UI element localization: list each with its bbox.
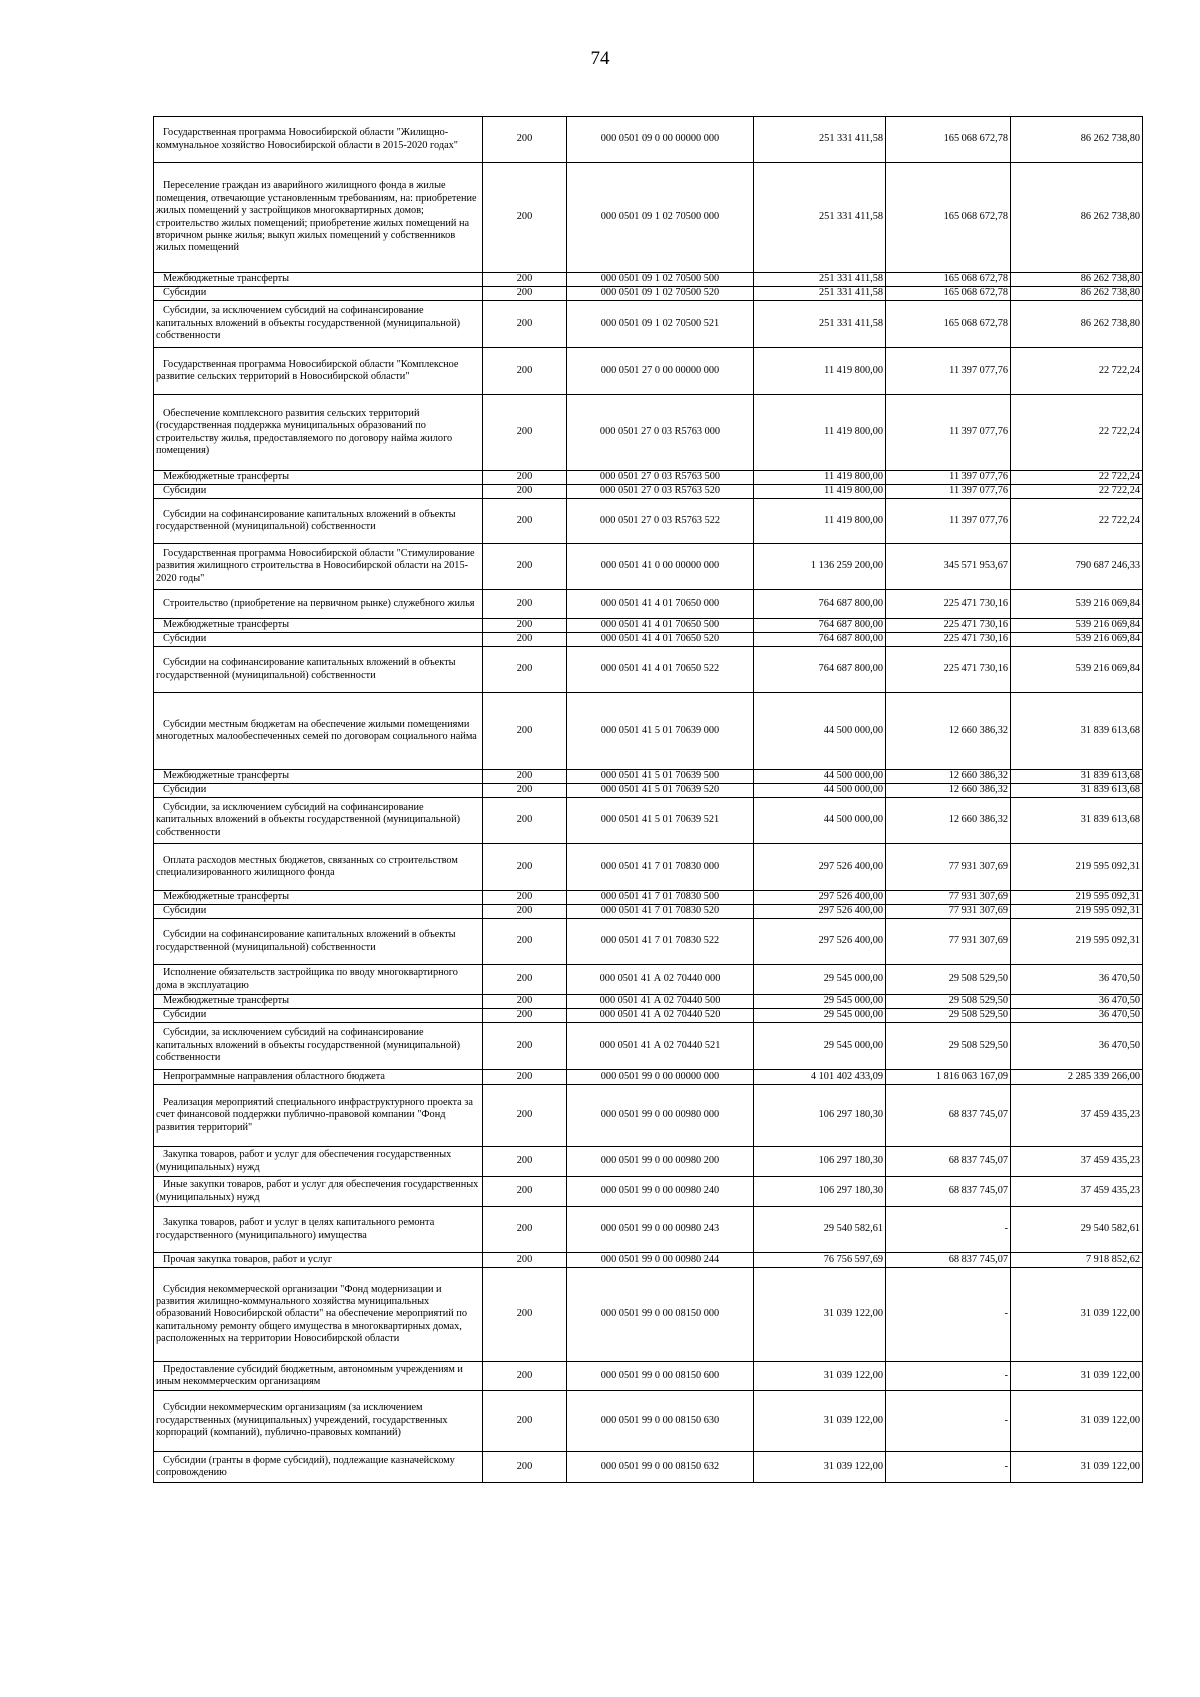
table-row [154,1253,1143,1268]
row-kvr: 200 [483,1268,567,1362]
row-description: Исполнение обязательств застройщика по вводу многоквартирного дома в эксплуатацию [154,965,483,995]
row-executed: 165 068 672,78 [886,301,1011,348]
row-executed: 165 068 672,78 [886,287,1011,301]
row-planned: 31 039 122,00 [754,1452,886,1483]
row-kvr: 200 [483,633,567,647]
table-row [154,117,1143,163]
row-kvr: 200 [483,965,567,995]
row-executed: - [886,1268,1011,1362]
row-code: 000 0501 09 0 00 00000 000 [567,117,754,163]
row-description: Реализация мероприятий специального инфраструктурного проекта за счет финансовой поддержки публично-правовой компании "Фонд развития территорий" [154,1085,483,1147]
row-remaining: 22 722,24 [1011,471,1143,485]
row-executed: 11 397 077,76 [886,485,1011,499]
row-planned: 11 419 800,00 [754,485,886,499]
row-code: 000 0501 99 0 00 00980 200 [567,1147,754,1177]
row-code: 000 0501 99 0 00 00980 243 [567,1207,754,1253]
row-code: 000 0501 99 0 00 08150 630 [567,1391,754,1452]
row-kvr: 200 [483,287,567,301]
row-code: 000 0501 41 4 01 70650 522 [567,647,754,693]
row-executed: - [886,1391,1011,1452]
row-remaining: 539 216 069,84 [1011,647,1143,693]
row-description: Переселение граждан из аварийного жилищного фонда в жилые помещения, отвечающие установленным требованиям, на: приобретение жилых помещений у застройщиков многоквартирных домов; строительство жилых помещений; приобретение жилых помещений на вторичном рынке жилья; выкуп жилых помещений у собственников жилых помещений [154,163,483,273]
row-planned: 44 500 000,00 [754,798,886,844]
row-kvr: 200 [483,348,567,395]
table-row [154,1362,1143,1391]
row-executed: - [886,1207,1011,1253]
row-description: Субсидии на софинансирование капитальных вложений в объекты государственной (муниципальной) собственности [154,499,483,544]
row-code: 000 0501 41 А 02 70440 000 [567,965,754,995]
row-code: 000 0501 09 1 02 70500 520 [567,287,754,301]
row-description: Прочая закупка товаров, работ и услуг [154,1253,483,1268]
row-remaining: 86 262 738,80 [1011,287,1143,301]
table-row [154,1147,1143,1177]
row-code: 000 0501 41 7 01 70830 000 [567,844,754,891]
page-number: 74 [590,48,610,69]
table-row [154,471,1143,485]
table-row [154,273,1143,287]
row-kvr: 200 [483,1023,567,1070]
table-row [154,619,1143,633]
row-planned: 1 136 259 200,00 [754,544,886,590]
row-kvr: 200 [483,844,567,891]
table-row [154,905,1143,919]
row-kvr: 200 [483,117,567,163]
row-remaining: 219 595 092,31 [1011,891,1143,905]
table-row [154,798,1143,844]
row-description: Межбюджетные трансферты [154,619,483,633]
row-remaining: 790 687 246,33 [1011,544,1143,590]
row-description: Иные закупки товаров, работ и услуг для обеспечения государственных (муниципальных) нужд [154,1177,483,1207]
row-kvr: 200 [483,619,567,633]
row-kvr: 200 [483,273,567,287]
row-planned: 31 039 122,00 [754,1362,886,1391]
row-executed: 225 471 730,16 [886,647,1011,693]
row-executed: 225 471 730,16 [886,633,1011,647]
table-row [154,891,1143,905]
row-code: 000 0501 27 0 03 R5763 522 [567,499,754,544]
row-kvr: 200 [483,544,567,590]
table-row [154,348,1143,395]
row-remaining: 86 262 738,80 [1011,301,1143,348]
row-kvr: 200 [483,163,567,273]
row-planned: 11 419 800,00 [754,499,886,544]
row-remaining: 31 039 122,00 [1011,1391,1143,1452]
table-row [154,287,1143,301]
row-executed: 11 397 077,76 [886,499,1011,544]
table-row [154,1268,1143,1362]
row-planned: 251 331 411,58 [754,163,886,273]
table-row [154,919,1143,965]
row-remaining: 22 722,24 [1011,348,1143,395]
row-executed: 12 660 386,32 [886,784,1011,798]
row-description: Межбюджетные трансферты [154,770,483,784]
row-description: Межбюджетные трансферты [154,995,483,1009]
row-description: Субсидии [154,905,483,919]
row-description: Субсидии (гранты в форме субсидий), подлежащие казначейскому сопровождению [154,1452,483,1483]
row-executed: 77 931 307,69 [886,905,1011,919]
row-kvr: 200 [483,1009,567,1023]
row-code: 000 0501 41 7 01 70830 522 [567,919,754,965]
row-remaining: 219 595 092,31 [1011,905,1143,919]
row-executed: 68 837 745,07 [886,1177,1011,1207]
row-executed: 29 508 529,50 [886,995,1011,1009]
row-remaining: 86 262 738,80 [1011,163,1143,273]
row-description: Обеспечение комплексного развития сельских территорий (государственная поддержка муниципальных образований по строительству жилья, предоставляемого по договору найма жилого помещения) [154,395,483,471]
table-row [154,965,1143,995]
row-planned: 251 331 411,58 [754,301,886,348]
table-row [154,1391,1143,1452]
table-row [154,485,1143,499]
row-code: 000 0501 99 0 00 08150 600 [567,1362,754,1391]
row-planned: 764 687 800,00 [754,590,886,619]
row-code: 000 0501 41 5 01 70639 000 [567,693,754,770]
row-planned: 106 297 180,30 [754,1085,886,1147]
row-description: Государственная программа Новосибирской области "Комплексное развитие сельских территорий в Новосибирской области" [154,348,483,395]
row-description: Закупка товаров, работ и услуг в целях капитального ремонта государственного (муниципального) имущества [154,1207,483,1253]
row-remaining: 539 216 069,84 [1011,590,1143,619]
row-code: 000 0501 41 5 01 70639 500 [567,770,754,784]
row-description: Межбюджетные трансферты [154,891,483,905]
row-description: Субсидии [154,287,483,301]
row-planned: 251 331 411,58 [754,273,886,287]
row-planned: 31 039 122,00 [754,1391,886,1452]
row-planned: 11 419 800,00 [754,471,886,485]
row-planned: 11 419 800,00 [754,348,886,395]
row-kvr: 200 [483,485,567,499]
row-description: Межбюджетные трансферты [154,273,483,287]
row-code: 000 0501 41 А 02 70440 521 [567,1023,754,1070]
row-executed: 12 660 386,32 [886,770,1011,784]
row-executed: 77 931 307,69 [886,844,1011,891]
row-kvr: 200 [483,499,567,544]
row-planned: 764 687 800,00 [754,633,886,647]
row-kvr: 200 [483,784,567,798]
row-remaining: 7 918 852,62 [1011,1253,1143,1268]
row-planned: 29 545 000,00 [754,1023,886,1070]
row-description: Субсидии, за исключением субсидий на софинансирование капитальных вложений в объекты государственной (муниципальной) собственности [154,301,483,348]
row-remaining: 31 039 122,00 [1011,1452,1143,1483]
row-kvr: 200 [483,1391,567,1452]
row-remaining: 36 470,50 [1011,1009,1143,1023]
row-executed: 29 508 529,50 [886,965,1011,995]
row-code: 000 0501 41 7 01 70830 520 [567,905,754,919]
row-kvr: 200 [483,1085,567,1147]
table-row [154,1085,1143,1147]
row-planned: 29 545 000,00 [754,995,886,1009]
table-row [154,499,1143,544]
row-kvr: 200 [483,1253,567,1268]
row-executed: 11 397 077,76 [886,348,1011,395]
row-description: Субсидии местным бюджетам на обеспечение жилыми помещениями многодетных малообеспеченных семей по договорам социального найма [154,693,483,770]
table-row [154,1023,1143,1070]
table-row [154,544,1143,590]
row-code: 000 0501 09 1 02 70500 521 [567,301,754,348]
table-row [154,163,1143,273]
row-kvr: 200 [483,1147,567,1177]
row-executed: 1 816 063 167,09 [886,1070,1011,1085]
row-remaining: 37 459 435,23 [1011,1147,1143,1177]
row-code: 000 0501 09 1 02 70500 500 [567,273,754,287]
row-planned: 297 526 400,00 [754,905,886,919]
row-remaining: 31 839 613,68 [1011,770,1143,784]
row-description: Непрограммные направления областного бюджета [154,1070,483,1085]
row-executed: 68 837 745,07 [886,1085,1011,1147]
row-planned: 44 500 000,00 [754,784,886,798]
row-planned: 297 526 400,00 [754,891,886,905]
row-description: Субсидии на софинансирование капитальных вложений в объекты государственной (муниципальной) собственности [154,647,483,693]
row-description: Субсидии [154,1009,483,1023]
row-code: 000 0501 41 А 02 70440 500 [567,995,754,1009]
row-executed: 68 837 745,07 [886,1147,1011,1177]
row-description: Субсидии на софинансирование капитальных вложений в объекты государственной (муниципальной) собственности [154,919,483,965]
row-planned: 106 297 180,30 [754,1147,886,1177]
row-planned: 29 540 582,61 [754,1207,886,1253]
row-code: 000 0501 41 А 02 70440 520 [567,1009,754,1023]
row-executed: - [886,1452,1011,1483]
row-planned: 44 500 000,00 [754,693,886,770]
row-kvr: 200 [483,1177,567,1207]
row-code: 000 0501 09 1 02 70500 000 [567,163,754,273]
table-row [154,844,1143,891]
table-row [154,590,1143,619]
row-kvr: 200 [483,395,567,471]
row-code: 000 0501 41 5 01 70639 521 [567,798,754,844]
row-description: Межбюджетные трансферты [154,471,483,485]
row-code: 000 0501 99 0 00 00980 000 [567,1085,754,1147]
table-row [154,1207,1143,1253]
row-planned: 764 687 800,00 [754,647,886,693]
row-description: Субсидии некоммерческим организациям (за исключением государственных (муниципальных) учреждений, государственных корпораций (компаний), публично-правовых компаний) [154,1391,483,1452]
row-description: Субсидии [154,784,483,798]
row-remaining: 539 216 069,84 [1011,633,1143,647]
row-planned: 29 545 000,00 [754,965,886,995]
row-executed: 225 471 730,16 [886,590,1011,619]
table-row [154,633,1143,647]
row-planned: 251 331 411,58 [754,287,886,301]
row-code: 000 0501 41 5 01 70639 520 [567,784,754,798]
row-planned: 76 756 597,69 [754,1253,886,1268]
row-executed: 345 571 953,67 [886,544,1011,590]
row-executed: 225 471 730,16 [886,619,1011,633]
table-row [154,1009,1143,1023]
table-row [154,784,1143,798]
row-code: 000 0501 99 0 00 00980 244 [567,1253,754,1268]
row-description: Субсидии [154,633,483,647]
row-remaining: 86 262 738,80 [1011,117,1143,163]
row-executed: 11 397 077,76 [886,471,1011,485]
row-remaining: 539 216 069,84 [1011,619,1143,633]
row-planned: 29 545 000,00 [754,1009,886,1023]
row-description: Предоставление субсидий бюджетным, автономным учреждениям и иным некоммерческим организациям [154,1362,483,1391]
row-planned: 4 101 402 433,09 [754,1070,886,1085]
row-code: 000 0501 99 0 00 08150 000 [567,1268,754,1362]
row-description: Оплата расходов местных бюджетов, связанных со строительством специализированного жилищного фонда [154,844,483,891]
row-planned: 251 331 411,58 [754,117,886,163]
row-remaining: 36 470,50 [1011,1023,1143,1070]
row-executed: 68 837 745,07 [886,1253,1011,1268]
table-row [154,693,1143,770]
row-remaining: 36 470,50 [1011,965,1143,995]
table-row [154,1177,1143,1207]
row-code: 000 0501 41 7 01 70830 500 [567,891,754,905]
row-description: Субсидии, за исключением субсидий на софинансирование капитальных вложений в объекты государственной (муниципальной) собственности [154,1023,483,1070]
row-executed: 165 068 672,78 [886,273,1011,287]
row-kvr: 200 [483,647,567,693]
row-code: 000 0501 99 0 00 08150 632 [567,1452,754,1483]
row-remaining: 86 262 738,80 [1011,273,1143,287]
row-description: Строительство (приобретение на первичном рынке) служебного жилья [154,590,483,619]
row-kvr: 200 [483,471,567,485]
row-remaining: 22 722,24 [1011,395,1143,471]
row-code: 000 0501 27 0 00 00000 000 [567,348,754,395]
table-row [154,995,1143,1009]
row-description: Субсидии, за исключением субсидий на софинансирование капитальных вложений в объекты государственной (муниципальной) собственности [154,798,483,844]
row-remaining: 31 839 613,68 [1011,693,1143,770]
row-executed: - [886,1362,1011,1391]
row-executed: 12 660 386,32 [886,798,1011,844]
table-row [154,301,1143,348]
row-kvr: 200 [483,1362,567,1391]
row-kvr: 200 [483,770,567,784]
row-remaining: 31 839 613,68 [1011,784,1143,798]
row-code: 000 0501 99 0 00 00980 240 [567,1177,754,1207]
row-remaining: 31 039 122,00 [1011,1268,1143,1362]
row-description: Субсидия некоммерческой организации "Фонд модернизации и развития жилищно-коммунального хозяйства муниципальных образований Новосибирской области" на обеспечение мероприятий по капитальному ремонту общего имущества в многоквартирных домах, расположенных на территории Новосибирской области [154,1268,483,1362]
table-body [154,117,1143,1483]
row-remaining: 219 595 092,31 [1011,919,1143,965]
row-remaining: 22 722,24 [1011,485,1143,499]
row-code: 000 0501 41 4 01 70650 000 [567,590,754,619]
row-planned: 106 297 180,30 [754,1177,886,1207]
row-kvr: 200 [483,1207,567,1253]
row-code: 000 0501 41 4 01 70650 500 [567,619,754,633]
row-remaining: 37 459 435,23 [1011,1177,1143,1207]
row-executed: 77 931 307,69 [886,919,1011,965]
row-remaining: 29 540 582,61 [1011,1207,1143,1253]
row-description: Государственная программа Новосибирской области "Стимулирование развития жилищного строительства в Новосибирской области на 2015-2020 годы" [154,544,483,590]
row-description: Государственная программа Новосибирской области "Жилищно-коммунальное хозяйство Новосибирской области в 2015-2020 годах" [154,117,483,163]
row-executed: 165 068 672,78 [886,163,1011,273]
row-remaining: 31 839 613,68 [1011,798,1143,844]
row-remaining: 37 459 435,23 [1011,1085,1143,1147]
row-planned: 31 039 122,00 [754,1268,886,1362]
row-executed: 12 660 386,32 [886,693,1011,770]
table-row [154,1452,1143,1483]
row-code: 000 0501 27 0 03 R5763 500 [567,471,754,485]
row-remaining: 36 470,50 [1011,995,1143,1009]
row-remaining: 2 285 339 266,00 [1011,1070,1143,1085]
row-kvr: 200 [483,1452,567,1483]
row-code: 000 0501 27 0 03 R5763 520 [567,485,754,499]
row-executed: 165 068 672,78 [886,117,1011,163]
row-kvr: 200 [483,693,567,770]
row-planned: 764 687 800,00 [754,619,886,633]
row-code: 000 0501 41 4 01 70650 520 [567,633,754,647]
row-planned: 297 526 400,00 [754,919,886,965]
budget-table [153,116,1143,1483]
row-kvr: 200 [483,1070,567,1085]
row-kvr: 200 [483,301,567,348]
row-kvr: 200 [483,590,567,619]
table-row [154,647,1143,693]
row-kvr: 200 [483,905,567,919]
row-code: 000 0501 99 0 00 00000 000 [567,1070,754,1085]
table-row [154,770,1143,784]
row-code: 000 0501 27 0 03 R5763 000 [567,395,754,471]
row-executed: 11 397 077,76 [886,395,1011,471]
row-remaining: 219 595 092,31 [1011,844,1143,891]
row-code: 000 0501 41 0 00 00000 000 [567,544,754,590]
row-description: Закупка товаров, работ и услуг для обеспечения государственных (муниципальных) нужд [154,1147,483,1177]
row-planned: 44 500 000,00 [754,770,886,784]
row-description: Субсидии [154,485,483,499]
row-kvr: 200 [483,919,567,965]
row-remaining: 22 722,24 [1011,499,1143,544]
row-kvr: 200 [483,891,567,905]
row-executed: 77 931 307,69 [886,891,1011,905]
row-remaining: 31 039 122,00 [1011,1362,1143,1391]
row-planned: 297 526 400,00 [754,844,886,891]
table-row [154,395,1143,471]
row-kvr: 200 [483,798,567,844]
row-kvr: 200 [483,995,567,1009]
row-planned: 11 419 800,00 [754,395,886,471]
table-row [154,1070,1143,1085]
row-executed: 29 508 529,50 [886,1009,1011,1023]
row-executed: 29 508 529,50 [886,1023,1011,1070]
